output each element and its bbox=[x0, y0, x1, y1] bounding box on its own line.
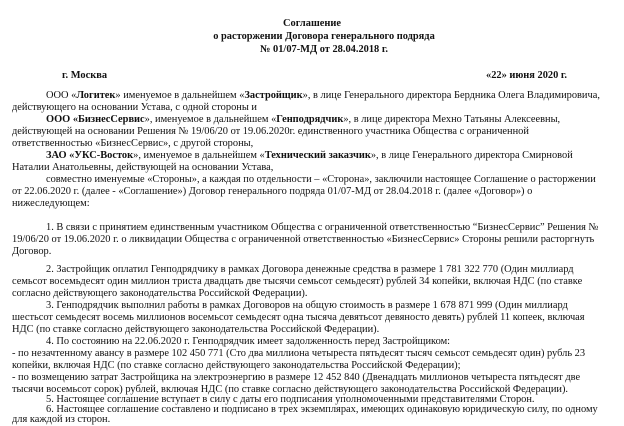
clause-3-line-2: шестьсот семьдесят восемь миллионов восемьсот семьдесят одна тысяча девятьсот девяносто девять) рублей 11 копеек, включая bbox=[12, 312, 585, 323]
clause-3-line-1: 3. Генподрядчик выполнил работы в рамках Договоров на общую стоимость в размере 1 678 871 999 (Один миллиард bbox=[46, 300, 568, 311]
clause-6-line-1: 6. Настоящее соглашение составлено и подписано в трех экземплярах, имеющих одинаковую юридическую силу, по одному bbox=[46, 404, 598, 415]
clause-2-line-2: семьсот восемьдесят один миллион триста двадцать две тысячи семьсот семьдесят) рублей 34 копейки, включая НДС (по ставке bbox=[12, 276, 583, 287]
clause-3-line-3: НДС (по ставке согласно действующего законодательства Российской Федерации). bbox=[12, 324, 380, 335]
clause-5-line-1: 5. Настоящее соглашение вступает в силу с даты его подписания уполномоченными представителями Сторон. bbox=[46, 394, 535, 405]
city: г. Москва bbox=[62, 70, 108, 81]
clause-1-line-2: 19/06/20 от 19.06.2020 г. о ликвидации Общества с ограниченной ответственностью «БизнесСервис» Стороны решили расторгнуть bbox=[12, 234, 595, 245]
party-customer-line-1: ЗАО «УКС-Восток», именуемое в дальнейшем «Технический заказчик», в лице Генерального директора Смирновой bbox=[46, 150, 573, 161]
clause-4-line-1: 4. По состоянию на 22.06.2020 г. Генподрядчик имеет задолженность перед Застройщиком: bbox=[46, 336, 451, 347]
document-subtitle-1: о расторжении Договора генерального подряда bbox=[213, 31, 435, 42]
preamble-line-2: от 22.06.2020 г. (далее - «Соглашение») Договор генерального подряда 01/07-МД от 28.04.2018 г. (далее «Договор») о bbox=[12, 186, 533, 197]
party-contractor-line-3: ответственностью «БизнесСервис», с другой стороны, bbox=[12, 138, 254, 149]
clause-2-line-3: согласно действующего законодательства Российской Федерации). bbox=[12, 288, 308, 299]
preamble-line-3: нижеследующем: bbox=[12, 198, 90, 209]
agreement-date: «22» июня 2020 г. bbox=[486, 70, 568, 81]
clause-4-line-3: копейки, включая НДС (по ставке согласно действующего законодательства Российской Федерации); bbox=[12, 360, 461, 371]
preamble-line-1: совместно именуемые «Стороны», а каждая по отдельности – «Сторона», заключили настоящее Соглашение о расторжении bbox=[46, 174, 596, 185]
document-subtitle-2: № 01/07-МД от 28.04.2018 г. bbox=[260, 44, 388, 55]
clause-1-line-3: Договор. bbox=[12, 246, 52, 257]
clause-4-line-5: тысячи восемьсот сорок) рублей, включая НДС (по ставке согласно действующего законодательства Российской Федерации). bbox=[12, 384, 569, 395]
party-contractor-line-1: ООО «БизнесСервис», именуемое в дальнейшем «Генподрядчик», в лице директора Мехно Татьяны Алексеевны, bbox=[46, 114, 561, 125]
clause-6-line-2: для каждой из сторон. bbox=[12, 414, 111, 425]
clause-1-line-1: 1. В связи с принятием единственным участником Общества с ограниченной ответственностью “БизнесСервис” Решения № bbox=[46, 222, 599, 233]
party-developer-line-1: ООО «Логитек» именуемое в дальнейшем «Застройщик», в лице Генерального директора Бердника Олега Владимировича, bbox=[46, 90, 600, 101]
clause-4-line-2: - по незачтенному авансу в размере 102 450 771 (Сто два миллиона четыреста пятьдесят тысяч семьсот семьдесят один) рубль 23 bbox=[12, 348, 586, 359]
party-customer-line-2: Наталии Анатольевны, действующей на основании Устава, bbox=[12, 162, 274, 173]
document-title: Соглашение bbox=[283, 18, 341, 29]
clause-2-line-1: 2. Застройщик оплатил Генподрядчику в рамках Договора денежные средства в размере 1 781 322 770 (Один миллиард bbox=[46, 264, 574, 275]
clause-4-line-4: - по возмещению затрат Застройщика на электроэнергию в размере 12 452 840 (Двенадцать миллионов четыреста пятьдесят две bbox=[12, 372, 581, 383]
party-developer-line-2: действующего на основании Устава, с одной стороны и bbox=[12, 102, 257, 113]
party-contractor-line-2: действующей на основании Решения № 19/06/20 от 19.06.2020г. единственного участника Общества с ограниченной bbox=[12, 126, 529, 137]
